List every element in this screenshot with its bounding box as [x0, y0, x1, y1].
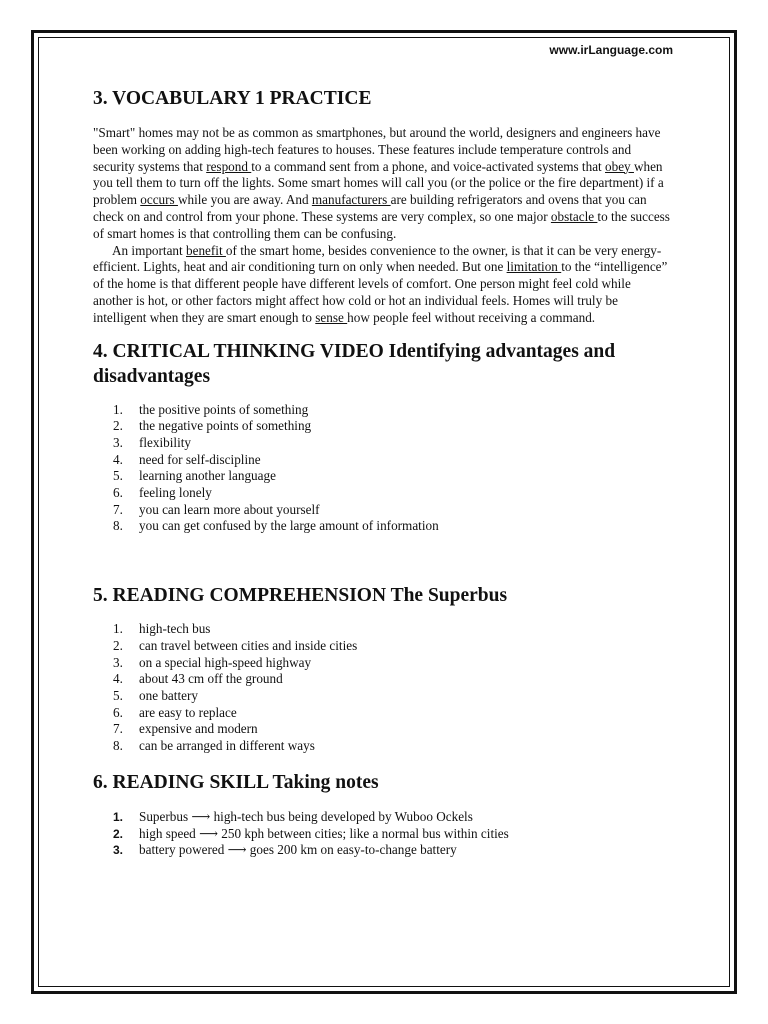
- list-item: [93, 485, 673, 502]
- vocab-word: occurs: [140, 192, 178, 208]
- section-3-body: [93, 125, 673, 327]
- list-item: [93, 705, 673, 722]
- paragraph-text: to the “intelligence” of the home is that different people have different levels of comfort. One person might feel cold while another is hot, or other factors might affect how cold or hot an individual feels. Homes will truly be intelligent when they are smart enough to: [93, 259, 668, 325]
- list-item: [93, 688, 673, 705]
- list-item-text: battery powered ⟶ goes 200 km on easy-to-change battery: [139, 842, 457, 858]
- list-item-text: expensive and modern: [139, 721, 258, 737]
- list-item-text: can be arranged in different ways: [139, 738, 315, 754]
- list-item-number: 5.: [113, 468, 123, 484]
- vocab-paragraph-2: [93, 243, 673, 327]
- list-item-number: 3.: [113, 434, 123, 450]
- list-item: [93, 518, 673, 535]
- section-5-heading: 5. READING COMPREHENSION The Superbus: [93, 585, 508, 607]
- list-item: [93, 721, 673, 738]
- list-item: [93, 671, 673, 688]
- list-item: [93, 655, 673, 672]
- list-item-number: 6.: [113, 704, 123, 720]
- document-content: [93, 86, 673, 859]
- paragraph-text: how people feel without receiving a command.: [347, 309, 596, 325]
- vocab-word: manufacturers: [311, 192, 391, 208]
- list-item-number: 1.: [113, 401, 123, 417]
- list-item-number: 7.: [113, 501, 123, 517]
- list-item-text: flexibility: [139, 434, 192, 450]
- list-item: [93, 468, 673, 485]
- vocab-word: benefit: [186, 242, 226, 258]
- paragraph-text: are building refrigerators and ovens that you can check on and control from your phone. These systems are very complex, so one major: [93, 192, 647, 224]
- list-item: [93, 402, 673, 419]
- list-item-text: high speed ⟶ 250 kph between cities; like a normal bus within cities: [139, 825, 509, 841]
- list-item-text: feeling lonely: [139, 485, 212, 501]
- paragraph-text: when you tell them to turn off the lights. Some smart homes will call you (or the police or the fire department) if a problem: [93, 158, 664, 208]
- section-4-list: [93, 402, 673, 536]
- list-item-text: Superbus ⟶ high-tech bus being developed by Wuboo Ockels: [139, 808, 473, 824]
- section-5-list: [93, 621, 673, 755]
- list-item-number: 4.: [113, 451, 123, 467]
- list-item: [93, 452, 673, 469]
- list-item-number: 3.: [113, 843, 124, 858]
- vocab-word: sense: [315, 309, 348, 325]
- list-item-number: 8.: [113, 518, 123, 534]
- paragraph-text: An important: [112, 242, 186, 258]
- list-item-number: 8.: [113, 738, 123, 754]
- list-item: [93, 638, 673, 655]
- list-item-text: you can get confused by the large amount of information: [139, 518, 439, 534]
- list-item-number: 3.: [113, 654, 123, 670]
- section-6-list: [93, 809, 673, 859]
- list-item-text: the negative points of something: [139, 418, 312, 434]
- list-item-text: learning another language: [139, 468, 276, 484]
- list-item-text: the positive points of something: [139, 401, 309, 417]
- list-item-number: 1.: [113, 621, 123, 637]
- list-item-text: you can learn more about yourself: [139, 501, 320, 517]
- vocab-paragraph-1: [93, 125, 673, 243]
- section-3-heading: 3. VOCABULARY 1 PRACTICE: [93, 88, 372, 109]
- list-item: [93, 826, 673, 843]
- list-item: [93, 418, 673, 435]
- paragraph-text: to the success of smart homes is that controlling them can be confusing.: [93, 208, 670, 241]
- vocab-word: respond: [206, 158, 252, 174]
- list-item: [93, 502, 673, 519]
- list-item-number: 6.: [113, 485, 123, 501]
- vocab-word: obey: [605, 158, 634, 174]
- vocab-word: obstacle: [550, 208, 598, 224]
- list-item-text: can travel between cities and inside cities: [139, 637, 358, 653]
- paragraph-text: "Smart" homes may not be as common as smartphones, but around the world, designers and engineers have been working on adding high-tech features to houses. These features include temperature controls and security systems that: [93, 125, 661, 174]
- section-6-heading: 6. READING SKILL Taking notes: [93, 771, 379, 793]
- list-item-text: one battery: [139, 688, 198, 703]
- list-item-text: about 43 cm off the ground: [139, 671, 283, 687]
- list-item: [93, 842, 673, 859]
- list-item-number: 5.: [113, 688, 123, 703]
- list-item-number: 2.: [113, 418, 123, 434]
- paragraph-text: of the smart home, besides convenience to the owner, is that it can be very energy-efficient. Lights, heat and air conditioning turn on only when needed. But one: [93, 242, 662, 275]
- site-url: www.irLanguage.com: [549, 43, 673, 57]
- list-item: [93, 738, 673, 755]
- list-item-text: on a special high-speed highway: [139, 654, 312, 670]
- paragraph-text: to a command sent from a phone, and voice-activated systems that: [251, 158, 606, 174]
- list-item: [93, 621, 673, 638]
- list-item-number: 2.: [113, 826, 124, 841]
- list-item: [93, 435, 673, 452]
- paragraph-text: while you are away. And: [177, 192, 312, 208]
- list-item-number: 7.: [113, 721, 123, 737]
- list-item-text: high-tech bus: [139, 621, 211, 637]
- list-item-number: 4.: [113, 671, 123, 687]
- list-item-text: need for self-discipline: [139, 451, 261, 467]
- list-item-text: are easy to replace: [139, 704, 237, 720]
- vocab-word: limitation: [506, 259, 562, 275]
- section-4-heading: 4. CRITICAL THINKING VIDEO Identifying advantages and disadvantages: [93, 340, 616, 387]
- list-item-number: 1.: [113, 809, 124, 824]
- list-item: [93, 809, 673, 826]
- list-item-number: 2.: [113, 637, 123, 653]
